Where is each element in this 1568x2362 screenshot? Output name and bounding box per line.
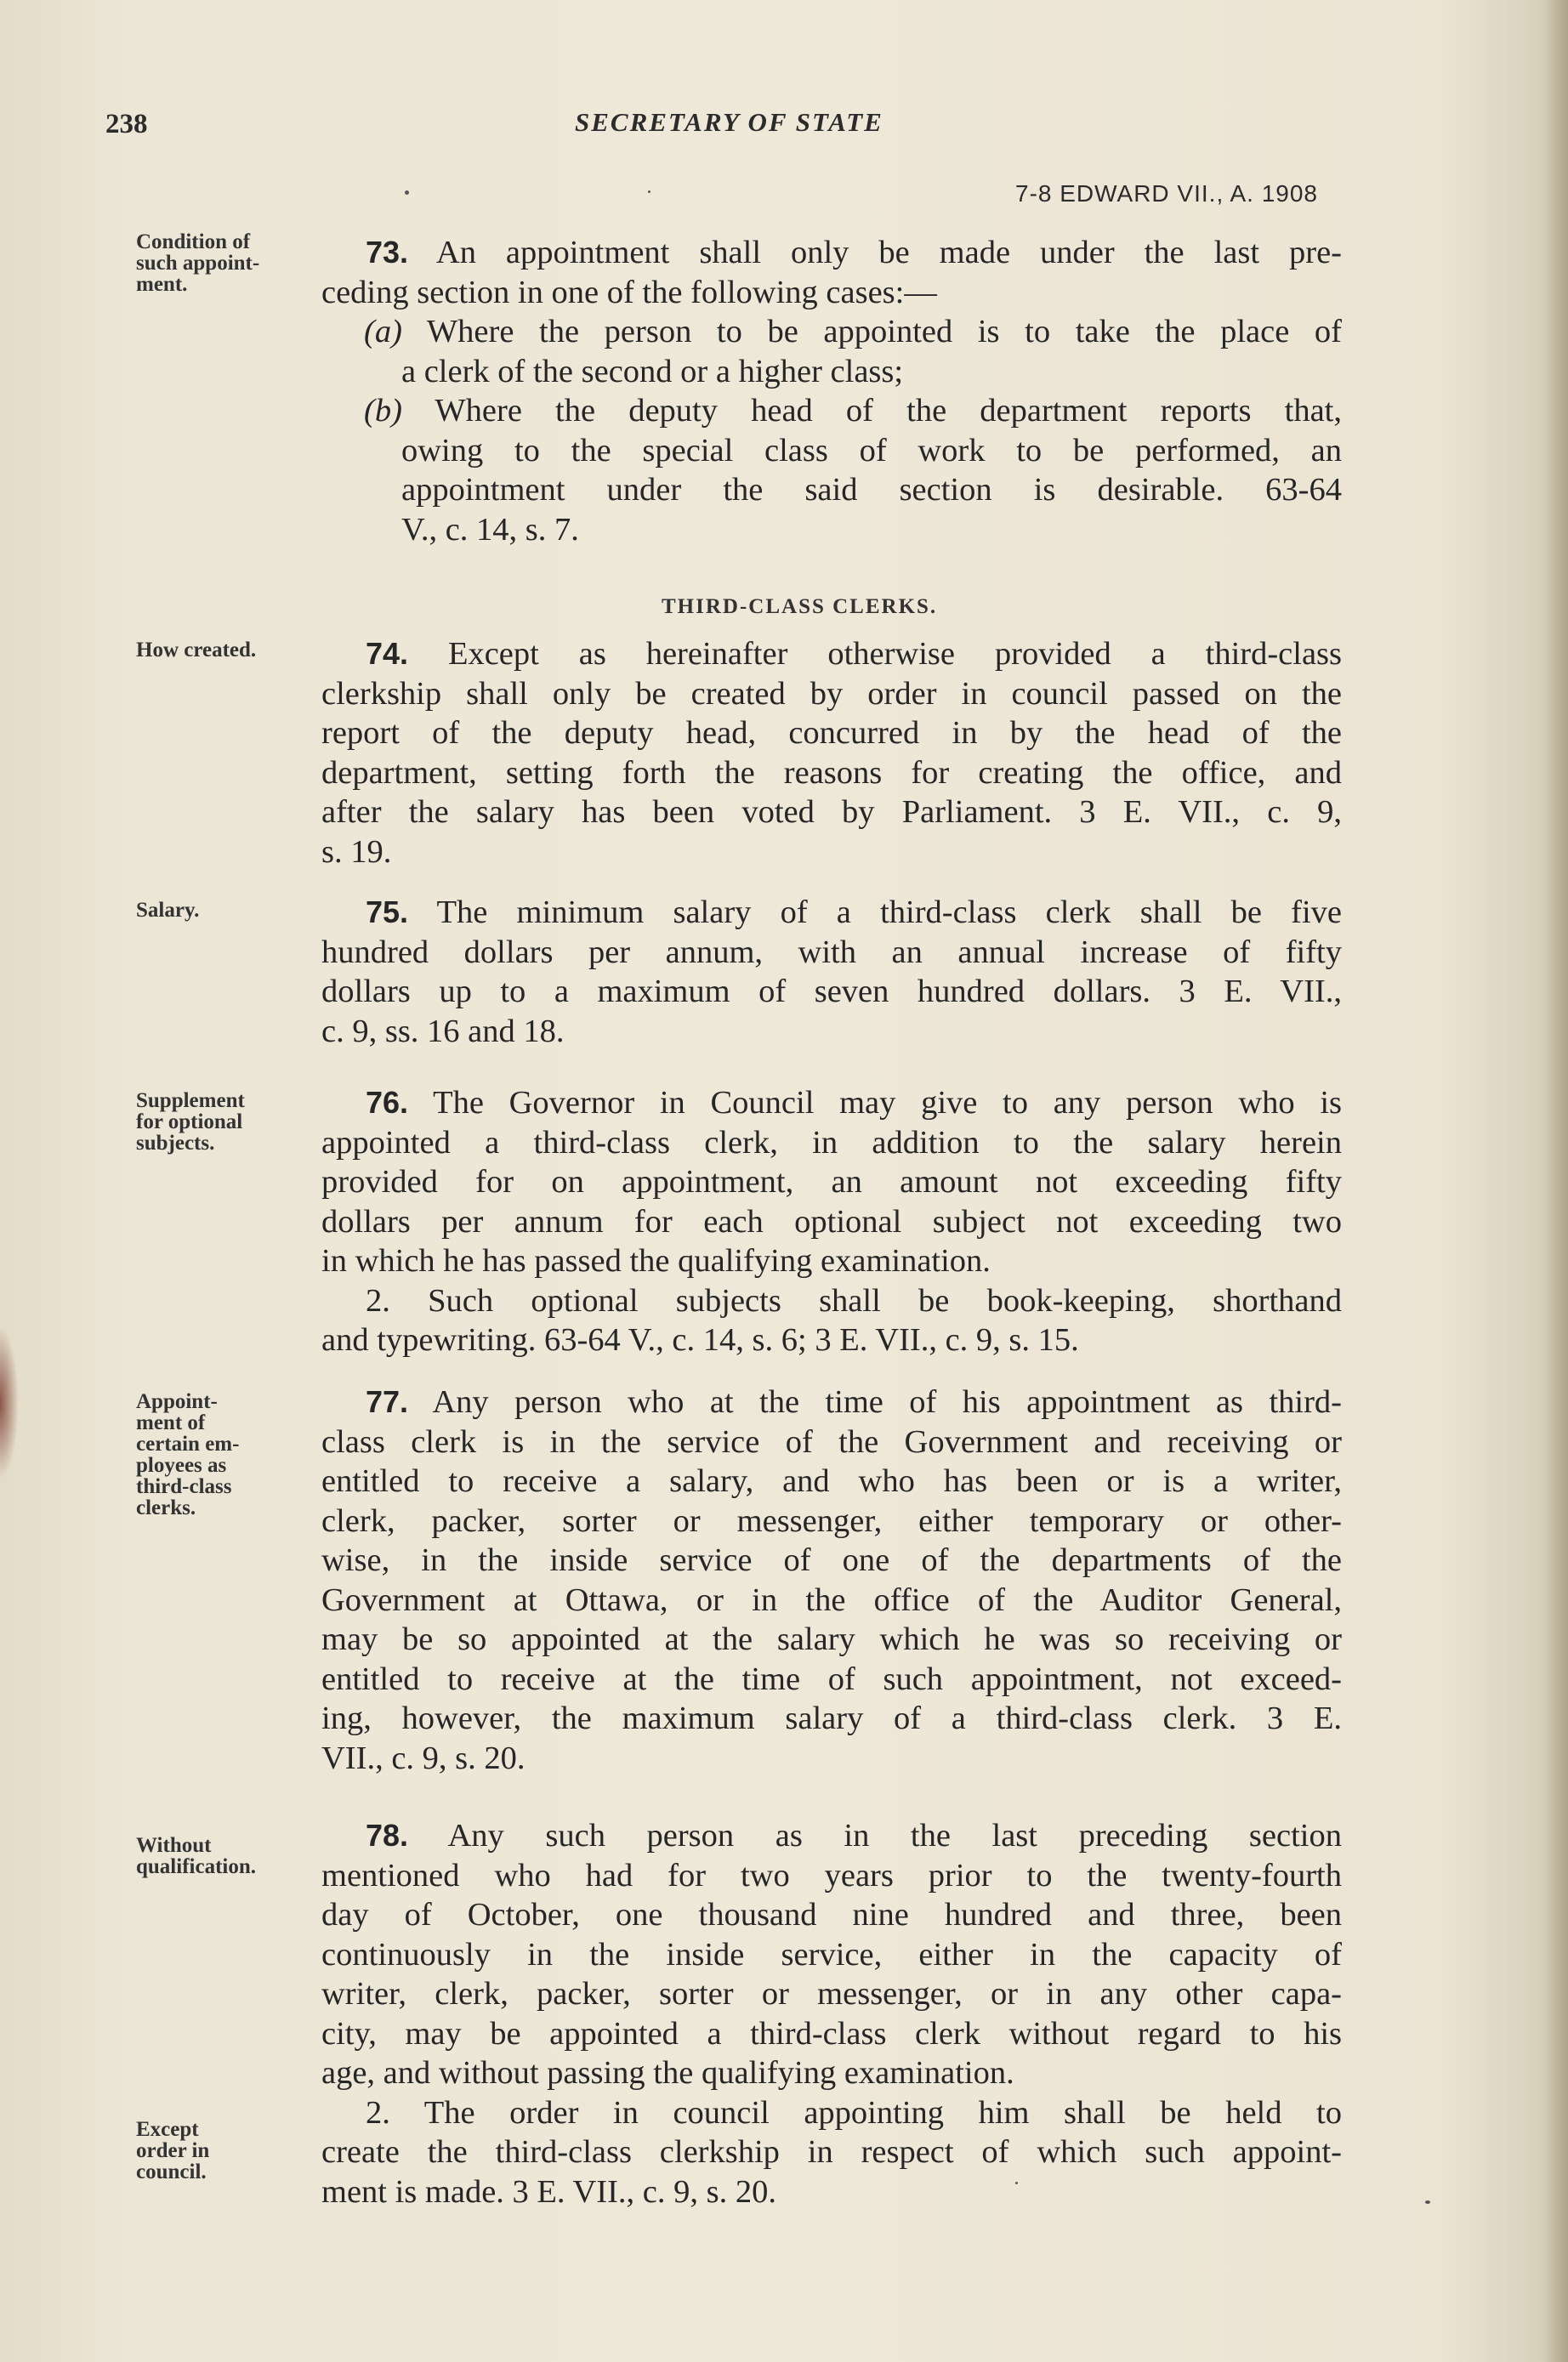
text-line [321,1816,1342,1856]
text-line: appointed a third-class clerk, in addition to the salary herein [321,1124,1342,1161]
text-line: clerkship shall only be created by order in council passed on the [321,675,1342,712]
text-line: mentioned who had for two years prior to the twenty-fourth [321,1857,1342,1894]
text-line [321,391,1342,431]
print-speck [648,190,650,193]
text-line: owing to the special class of work to be performed, an [401,432,1342,468]
section-number: 74. [366,636,409,671]
text-line: s. 19. [321,833,392,870]
section-heading: THIRD-CLASS CLERKS. [662,595,938,618]
section-number: 75. [366,894,409,929]
text-line: dollars per annum for each optional subject not exceeding two [321,1203,1342,1240]
print-speck [405,190,409,195]
margin-note-line: ment of [136,1411,206,1434]
text-line: entitled to receive at the time of such appointment, not exceed- [321,1661,1342,1697]
margin-note-line: certain em- [136,1433,240,1456]
text-line [321,2093,1342,2133]
text-line: and typewriting. 63-64 V., c. 14, s. 6; 3 E. VII., c. 9, s. 15. [321,1322,1079,1358]
line-text: Such optional subjects shall be book-keeping, shorthand [428,1282,1343,1319]
running-head: SECRETARY OF STATE [575,107,883,137]
margin-note-line: Without [136,1834,212,1857]
text-line: V., c. 14, s. 7. [401,511,579,548]
margin-note-73 [136,231,315,295]
section-74 [321,634,1342,872]
line-text: Any person who at the time of his appointment as third- [432,1384,1342,1420]
page-number: 238 [105,109,148,139]
margin-note-77 [136,1391,315,1519]
text-line: hundred dollars per annum, with an annual increase of fifty [321,934,1342,970]
clause-label: (a) [364,314,402,349]
margin-note-line: Supplement [136,1089,245,1112]
page-edge-stain [0,1326,19,1479]
margin-note-line: Except [136,2118,199,2141]
text-line: entitled to receive a salary, and who has been or is a writer, [321,1463,1342,1499]
text-line: create the third-class clerkship in respect of which such appoint- [321,2134,1342,2170]
text-line [321,893,1342,933]
section-73 [321,233,1342,549]
text-line: department, setting forth the reasons for creating the office, and [321,754,1342,791]
print-speck [1425,2200,1430,2204]
margin-note-line: third-class [136,1475,232,1498]
text-line: provided for on appointment, an amount not exceeding fifty [321,1164,1342,1200]
text-line: may be so appointed at the salary which he was so receiving or [321,1621,1342,1657]
text-line [321,1083,1342,1123]
text-line: ing, however, the maximum salary of a third-class clerk. 3 E. [321,1701,1342,1736]
margin-note-line: such appoint- [136,252,260,275]
text-line: c. 9, ss. 16 and 18. [321,1013,565,1049]
text-line: ceding section in one of the following cases:— [321,274,937,310]
text-line [321,634,1342,674]
margin-note-line: ment. [136,273,188,296]
text-line: in which he has passed the qualifying examination. [321,1243,991,1279]
line-text: Any such person as in the last preceding section [447,1818,1342,1854]
line-text: An appointment shall only be made under the last pre- [435,235,1342,270]
text-line: city, may be appointed a third-class clerk without regard to his [321,2015,1342,2052]
margin-note-line: How created. [136,639,257,661]
line-text: Where the deputy head of the department reports that, [435,393,1342,429]
text-line: age, and without passing the qualifying examination. [321,2055,1014,2091]
text-line: report of the deputy head, concurred in by the head of the [321,715,1342,751]
text-line: Government at Ottawa, or in the office of the Auditor General, [321,1581,1342,1618]
text-line: clerk, packer, sorter or messenger, either temporary or other- [321,1502,1342,1539]
margin-note-78 [136,1835,315,1877]
section-number: 77. [366,1384,409,1419]
margin-note-75 [136,900,315,921]
clause-label: (b) [364,393,402,429]
text-line [321,1281,1342,1321]
margin-note-line: Condition of [136,230,251,253]
page-edge-shadow [1544,0,1568,2362]
text-line [321,312,1342,352]
text-line: appointment under the said section is desirable. 63-64 [401,472,1342,508]
section-number: 78. [366,1818,409,1853]
margin-note-76 [136,1090,315,1154]
print-speck [1015,2182,1018,2184]
text-line [321,233,1342,273]
line-text: The order in council appointing him shall be held to [423,2094,1342,2131]
text-line: after the salary has been voted by Parliament. 3 E. VII., c. 9, [321,794,1342,830]
margin-note-line: council. [136,2160,207,2183]
margin-note-line: subjects. [136,1132,215,1155]
text-line: day of October, one thousand nine hundred and three, been [321,1897,1342,1933]
line-text: The Governor in Council may give to any person who is [433,1085,1342,1121]
section-76 [321,1083,1342,1360]
margin-note-74 [136,639,315,661]
text-line: VII., c. 9, s. 20. [321,1740,526,1776]
margin-note-line: Appoint- [136,1390,218,1413]
section-75 [321,893,1342,1051]
text-line: wise, in the inside service of one of the departments of the [321,1542,1342,1578]
line-text: The minimum salary of a third-class clerk shall be five [436,894,1342,930]
line-text: Except as hereinafter otherwise provided a third-class [447,636,1342,672]
line-text: Where the person to be appointed is to take the place of [426,314,1342,349]
text-line [321,1383,1342,1422]
text-line: continuously in the inside service, either in the capacity of [321,1936,1342,1973]
text-line: class clerk is in the service of the Government and receiving or [321,1423,1342,1460]
margin-note-line: Salary. [136,899,200,922]
text-line: writer, clerk, packer, sorter or messenger, or in any other capa- [321,1976,1342,2012]
margin-note-78-2 [136,2119,315,2183]
margin-note-line: clerks. [136,1496,196,1519]
margin-note-line: ployees as [136,1454,227,1477]
section-number: 73. [366,235,409,270]
margin-note-line: order in [136,2139,210,2162]
margin-note-line: for optional [136,1110,243,1133]
text-line: dollars up to a maximum of seven hundred dollars. 3 E. VII., [321,974,1342,1009]
text-line: ment is made. 3 E. VII., c. 9, s. 20. [321,2173,776,2210]
margin-note-line: qualification. [136,1855,256,1878]
session-label: 7-8 EDWARD VII., A. 1908 [1015,180,1318,207]
subsection-number: 2. [366,2094,390,2131]
section-number: 76. [366,1085,409,1120]
section-78 [321,1816,1342,2212]
text-line: a clerk of the second or a higher class; [401,353,904,389]
subsection-number: 2. [366,1282,390,1319]
section-77 [321,1383,1342,1778]
